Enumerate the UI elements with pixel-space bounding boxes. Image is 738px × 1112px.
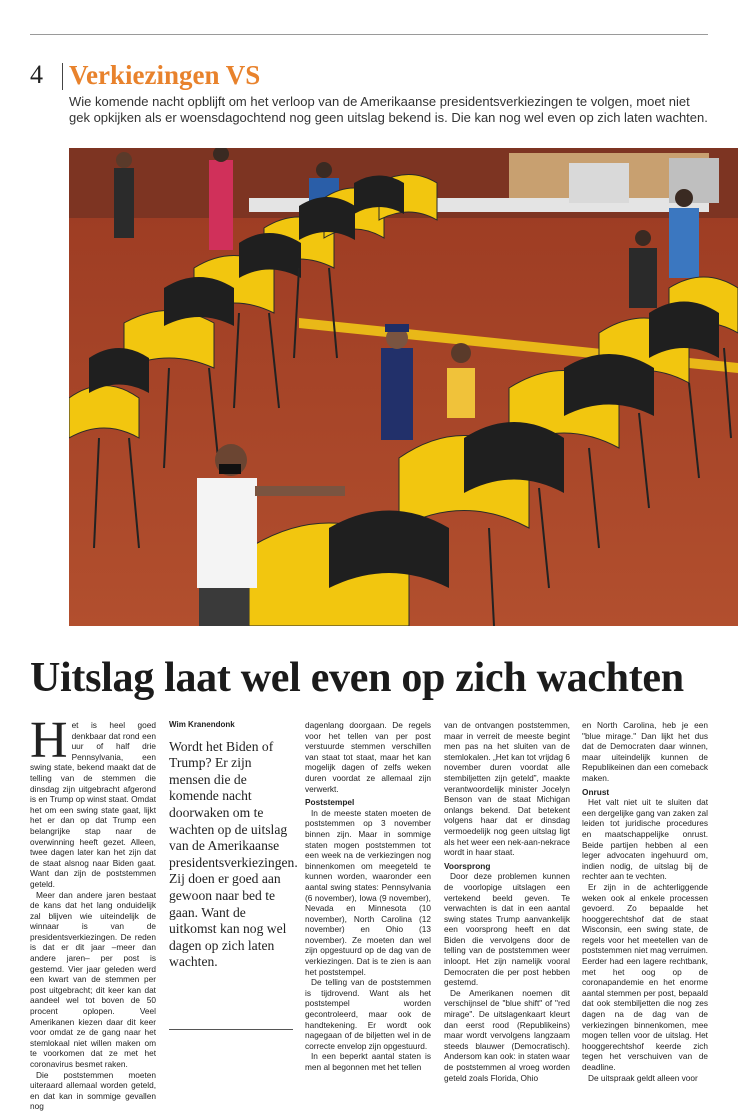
article-column-3 [305,720,431,1073]
page-number: 4 [30,60,43,89]
paragraph: De Amerikanen noemen dit verschijnsel de "blue shift" of "red mirage". De uitslagenkaart kleurt dan eerst rood (Republikeins) maar wordt vervolgens langzaam steeds blauwer (Democratisch). Andersom kan ook: in staten waar de poststemmen al vroeg worden geteld zoals Florida, Ohio [444,987,570,1083]
paragraph: In een beperkt aantal staten is men al begonnen met het tellen [305,1051,431,1072]
paragraph: van de ontvangen poststemmen, maar in verreit de meeste begint men pas na het sluiten van de stemlokalen. „Het kan tot vrijdag 6 november duren voordat alle stembiljetten zijn geteld”, maakte verantwoordelijk minister Jocelyn Benson van de staat Michigan onlangs bekend. Dat betekent volgens haar dat er dinsdag vermoedelijk nog geen uitslag ligt als het weer een nek-aan-nekrace wordt in haar staat. [444,720,570,858]
photo-illustration [69,148,738,626]
article-column-2 [169,720,298,971]
paragraph: Die poststemmen moeten uiteraard allemaal worden geteld, en dat kan in sommige gevallen nog [30,1069,156,1112]
paragraph: en North Carolina, heb je een "blue mirage." Dan lijkt het dus dat de Democraten daar winnen, maar uiteindelijk kunnen de Republikeinen dan een comeback maken. [582,720,708,783]
drop-cap: H [30,712,68,769]
article-headline: Uitslag laat wel even op zich wachten [30,655,684,701]
paragraph: De telling van de poststemmen is tijdrovend. Want als het poststempel worden gecontroleerd, maar ook de handtekening. Er wordt ook nagegaan of de biljetten wel in de correcte envelop zijn opgestuurd. [305,977,431,1051]
intro-text: Wie komende nacht opblijft om het verloop van de Amerikaanse presidentsverkiezingen te volgen, moet niet gek opkijken als er woensdagochtend nog geen uitslag bekend is. Die kan nog wel even op zich laten wachten. [69,94,708,125]
paragraph: In de meeste staten moeten de poststemmen op 3 november binnen zijn. Maar in sommige staten mogen poststemmen tot een week na de verkiezingen nog binnenkomen om meegeteld te kunnen worden, waaronder een aantal swing states: Pennsylvania (6 november), Iowa (9 november), Nevada en Minnesota (10 november), North Carolina (12 november) en Ohio (13 november). Ze moeten dan wel zijn opgestuurd op de dag van de verkiezingen. Dat is te zien is aan het poststempel. [305,807,431,977]
subheading: Poststempel [305,797,355,808]
voting-booths-photo [69,148,738,626]
paragraph: Het valt niet uit te sluiten dat een dergelijke gang van zaken zal leiden tot juridische procedures en maatschappelijke onrust. Beide partijen hebben al een leger advocaten ingehuurd om, indien nodig, de uitslag bij de rechter aan te vechten. [582,797,708,882]
byline: Wim Kranendonk [169,720,235,729]
subheading: Voorsprong [444,860,491,871]
paragraph: et is heel goed denkbaar dat rond een uur of half drie Pennsylvania, een swing state, bekend maakt dat de telling van de stemmen die dinsdag zijn uitgebracht afgerond is en Trump op winst staat. Omdat het om een swing state gaat, lijkt het er dan op dat Trump een belangrijke stap naar de overwinning heeft gezet. Alleen, twee dagen later kan het zijn dat de staat alsnog naar Biden gaat. Want dan zijn de poststemmen geteld. [30,720,156,889]
section-title: Verkiezingen VS [69,60,261,90]
paragraph: De uitspraak geldt alleen voor [588,1072,698,1083]
paragraph: Er zijn in de achterliggende weken ook al enkele processen gevoerd. Zo bepaalde het hooggerechtshof dat de staat Wisconsin, een swing state, de regels voor het meetellen van de poststemmen niet mag verruimen. Eerder had een lagere rechtbank, met het oog op de coronapandemie en het enorme aantal stemmen per post, bepaald dat ook stembiljetten die nog zes dagen na de dag van de verkiezingen binnenkomen, mee mogen tellen voor de uitslag. Het hooggerechtshof keerde zich tegen het verschuiven van de deadline. [582,881,708,1072]
article-column-1 [30,712,156,1112]
paragraph: Meer dan andere jaren bestaat de kans dat het lang onduidelijk zal blijven wie uiteindelijk de winnaar is van de presidentsverkiezingen. De reden is dat er dit jaar –meer dan andere jaren– per post is gestemd. Vier jaar geleden werd een kwart van de stemmen per post uitgebracht; dit keer kan dat aandeel wel tot boven de 50 procent oplopen. Veel Amerikanen kiezen daar dit keer voor omdat ze de gang naar het stemlokaal niet willen maken om te voorkomen dat ze met het coronavirus besmet raken. [30,889,156,1069]
section-divider [62,63,63,90]
article-column-4 [444,720,570,1083]
top-rule [30,34,708,35]
subheading: Onrust [582,786,610,797]
article-column-5 [582,720,708,1083]
paragraph: Door deze problemen kunnen de voorlopige uitslagen een vertekend beeld geven. Te verwachten is dat in een aantal swing states Trump aanvankelijk een voorsprong heeft en dat Biden die vervolgens door de telling van de poststemmen weer inloopt. Het zijn namelijk vooral Democraten die per post hebben gestemd. [444,871,570,988]
paragraph: dagenlang doorgaan. De regels voor het tellen van per post verstuurde stemmen verschillen van staat tot staat, maar het kan mogelijk dagen of zelfs weken duren voordat ze allemaal zijn verwerkt. [305,720,431,794]
pull-quote-rule [169,1029,293,1030]
pull-quote: Wordt het Biden of Trump? Er zijn mensen die de komende nacht doorwaken om te wachten op de uitslag van de Amerikaanse presidentsverkiezingen. Zij doen er goed aan gewoon naar bed te gaan. Want de uitkomst kan nog wel dagen op zich laten wachten. [169,738,298,970]
